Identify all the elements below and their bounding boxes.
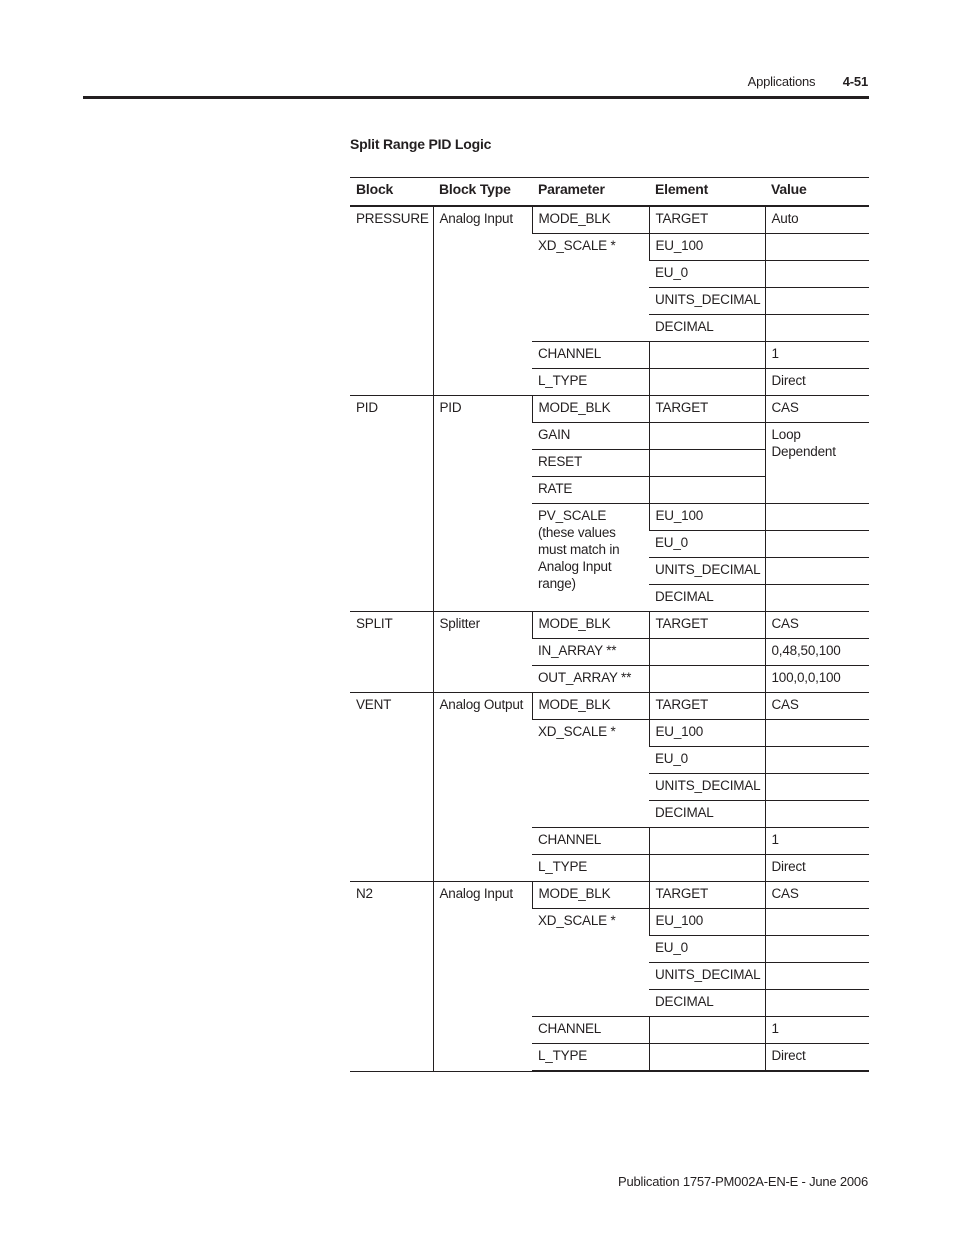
parameter-cell: MODE_BLK: [532, 882, 649, 909]
element-cell: DECIMAL: [649, 315, 765, 342]
value-cell: [765, 288, 869, 315]
parameter-cell: MODE_BLK: [532, 693, 649, 720]
block-name-cell: N2: [350, 882, 433, 1072]
value-cell: [765, 963, 869, 990]
column-header-value: Value: [765, 178, 869, 207]
parameter-cell: PV_SCALE (these values must match in Analog Input range): [532, 504, 649, 612]
value-cell: [765, 315, 869, 342]
element-cell: TARGET: [649, 882, 765, 909]
block-type-cell: Analog Input: [433, 882, 532, 1072]
element-cell: DECIMAL: [649, 585, 765, 612]
element-cell: EU_100: [649, 909, 765, 936]
element-cell: EU_0: [649, 261, 765, 288]
parameter-cell: RESET: [532, 450, 649, 477]
value-cell: Auto: [765, 206, 869, 234]
block-type-cell: Analog Input: [433, 206, 532, 396]
value-cell: [765, 585, 869, 612]
parameter-cell: GAIN: [532, 423, 649, 450]
parameter-cell: CHANNEL: [532, 828, 649, 855]
element-cell: [649, 828, 765, 855]
value-cell: [765, 720, 869, 747]
parameter-cell: CHANNEL: [532, 1017, 649, 1044]
column-header-block-type: Block Type: [433, 178, 532, 207]
value-cell: [765, 531, 869, 558]
value-cell: [765, 936, 869, 963]
value-cell: 0,48,50,100: [765, 639, 869, 666]
value-cell: Direct: [765, 855, 869, 882]
element-cell: EU_0: [649, 531, 765, 558]
table-title: Split Range PID Logic: [350, 136, 492, 152]
value-cell: CAS: [765, 396, 869, 423]
element-cell: [649, 1044, 765, 1072]
parameter-table: [350, 177, 869, 1072]
element-cell: [649, 639, 765, 666]
element-cell: [649, 342, 765, 369]
element-cell: [649, 666, 765, 693]
element-cell: EU_0: [649, 747, 765, 774]
element-cell: TARGET: [649, 693, 765, 720]
element-cell: [649, 369, 765, 396]
column-header-element: Element: [649, 178, 765, 207]
block-name-cell: PID: [350, 396, 433, 612]
element-cell: DECIMAL: [649, 801, 765, 828]
value-cell: [765, 747, 869, 774]
value-cell: Direct: [765, 369, 869, 396]
element-cell: UNITS_DECIMAL: [649, 963, 765, 990]
element-cell: TARGET: [649, 396, 765, 423]
table-row: [350, 396, 869, 423]
element-cell: [649, 1017, 765, 1044]
element-cell: UNITS_DECIMAL: [649, 774, 765, 801]
element-cell: EU_100: [649, 234, 765, 261]
value-cell: [765, 801, 869, 828]
block-name-cell: PRESSURE: [350, 206, 433, 396]
section-name: Applications: [747, 74, 816, 89]
parameter-cell: CHANNEL: [532, 342, 649, 369]
column-header-parameter: Parameter: [532, 178, 649, 207]
value-cell: [765, 234, 869, 261]
parameter-cell: L_TYPE: [532, 369, 649, 396]
element-cell: TARGET: [649, 206, 765, 234]
element-cell: UNITS_DECIMAL: [649, 558, 765, 585]
value-cell: [765, 261, 869, 288]
block-type-cell: PID: [433, 396, 532, 612]
element-cell: DECIMAL: [649, 990, 765, 1017]
parameter-cell: L_TYPE: [532, 855, 649, 882]
table-row: [350, 882, 869, 909]
parameter-cell: XD_SCALE *: [532, 909, 649, 1017]
value-cell: [765, 990, 869, 1017]
element-cell: UNITS_DECIMAL: [649, 288, 765, 315]
table-row: [350, 206, 869, 234]
column-header-block: Block: [350, 178, 433, 207]
parameter-cell: MODE_BLK: [532, 612, 649, 639]
value-cell: [765, 558, 869, 585]
element-cell: [649, 450, 765, 477]
value-cell: [765, 909, 869, 936]
value-cell: 1: [765, 1017, 869, 1044]
publication-footer: Publication 1757-PM002A-EN-E - June 2006: [618, 1174, 868, 1189]
parameter-cell: L_TYPE: [532, 1044, 649, 1072]
element-cell: [649, 855, 765, 882]
element-cell: [649, 477, 765, 504]
value-cell: CAS: [765, 693, 869, 720]
table-row: [350, 612, 869, 639]
header-rule: [83, 96, 869, 99]
table-row: [350, 693, 869, 720]
value-cell: 1: [765, 342, 869, 369]
value-cell: Direct: [765, 1044, 869, 1072]
element-cell: [649, 423, 765, 450]
value-cell: CAS: [765, 612, 869, 639]
element-cell: TARGET: [649, 612, 765, 639]
parameter-cell: XD_SCALE *: [532, 720, 649, 828]
parameter-cell: OUT_ARRAY **: [532, 666, 649, 693]
parameter-cell: XD_SCALE *: [532, 234, 649, 342]
element-cell: EU_100: [649, 720, 765, 747]
element-cell: EU_0: [649, 936, 765, 963]
block-type-cell: Analog Output: [433, 693, 532, 882]
parameter-cell: MODE_BLK: [532, 396, 649, 423]
block-name-cell: VENT: [350, 693, 433, 882]
value-cell: 100,0,0,100: [765, 666, 869, 693]
value-cell: Loop Dependent: [765, 423, 869, 504]
parameter-cell: MODE_BLK: [532, 206, 649, 234]
block-name-cell: SPLIT: [350, 612, 433, 693]
block-type-cell: Splitter: [433, 612, 532, 693]
page-number: 4-51: [842, 74, 868, 89]
parameter-cell: IN_ARRAY **: [532, 639, 649, 666]
value-cell: [765, 774, 869, 801]
value-cell: CAS: [765, 882, 869, 909]
running-header: [748, 74, 868, 89]
value-cell: 1: [765, 828, 869, 855]
table-header-row: [350, 178, 869, 207]
parameter-cell: RATE: [532, 477, 649, 504]
element-cell: EU_100: [649, 504, 765, 531]
table-body: [350, 206, 869, 1071]
value-cell: [765, 504, 869, 531]
